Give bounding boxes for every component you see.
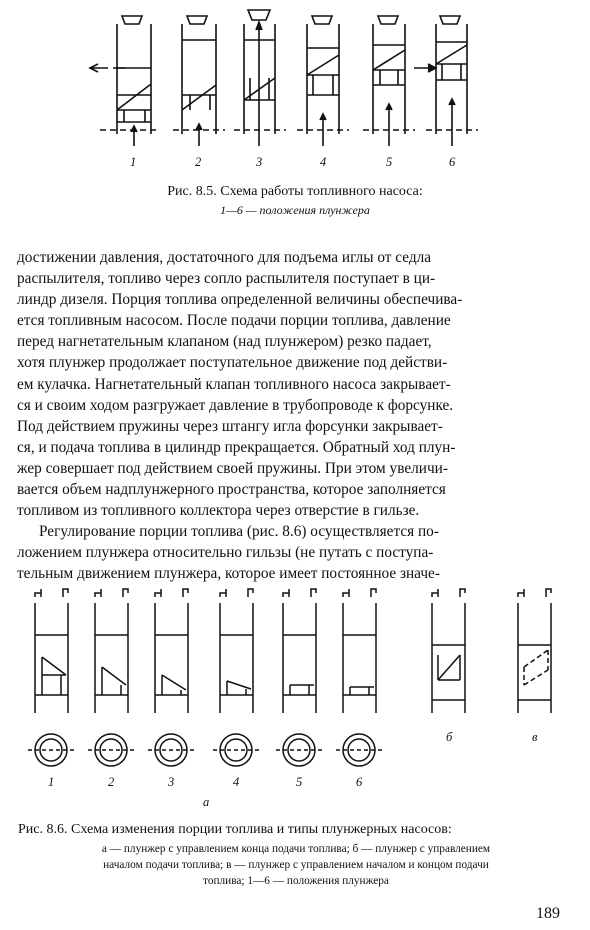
figure1-caption-title: Рис. 8.5. Схема работы топливного насоса: — [167, 184, 423, 199]
figure2-group-a: а — [203, 795, 210, 809]
figure-8-6-diagram — [0, 585, 590, 815]
figure2-caption-line: началом подачи топлива; в — плунжер с управлением началом и концом подачи — [103, 859, 489, 871]
plunger-a-5 — [276, 589, 322, 766]
figure2-group-b: б — [446, 730, 453, 744]
plunger-a-4 — [213, 589, 259, 766]
plunger-a-3 — [148, 589, 194, 766]
figure2-label-1: 1 — [48, 775, 55, 789]
figure1-label-4: 4 — [320, 155, 327, 169]
figure1-label-5: 5 — [386, 155, 393, 169]
plunger-a-2 — [88, 589, 134, 766]
figure2-caption — [18, 822, 574, 889]
figure1-label-3: 3 — [256, 155, 263, 169]
pump-position-3 — [234, 10, 286, 146]
figure2-label-2: 2 — [108, 775, 115, 789]
body-line: ем кулачка. Нагнетательный клапан топливного насоса закрывает- — [17, 375, 451, 393]
plunger-v — [518, 589, 551, 713]
pump-position-5 — [363, 16, 436, 146]
body-line: ся, и подача топлива в цилиндр прекращается. Обратный ход плун- — [17, 438, 456, 456]
figure1-label-2: 2 — [195, 155, 202, 169]
body-line: распылителя, топливо через сопло распылителя поступает в ци- — [17, 270, 436, 288]
figure2-group-v: в — [532, 730, 538, 744]
pump-position-1 — [90, 16, 160, 146]
pump-position-4 — [297, 16, 349, 146]
figure1-caption — [0, 184, 590, 218]
figure1-label-6: 6 — [449, 155, 456, 169]
plunger-a-1 — [28, 589, 74, 766]
body-line: ся и своим ходом разгружает давление в трубопроводе к форсунке. — [17, 396, 454, 414]
figure2-label-5: 5 — [296, 775, 303, 789]
figure1-label-1: 1 — [130, 155, 137, 169]
body-line: линдр дизеля. Порция топлива определенной величины обеспечива- — [17, 291, 463, 309]
figure2-caption-line: топлива; 1—6 — положения плунжера — [203, 875, 389, 887]
body-line: вается объем надплунжерного пространства, которое заполняется — [17, 481, 446, 499]
body-line: жер совершает под действием своей пружины. При этом увеличи- — [17, 459, 448, 477]
pump-position-2 — [173, 16, 225, 146]
pump-position-6 — [426, 16, 478, 146]
body-line: топливом из топливного коллектора через отверстие в гильзе. — [17, 502, 420, 520]
figure2-caption-title: Рис. 8.6. Схема изменения порции топлива и типы плунжерных насосов: — [18, 822, 452, 837]
figure1-caption-sub: 1—6 — положения плунжера — [220, 203, 370, 217]
figure2-label-6: 6 — [356, 775, 363, 789]
body-line: ется топливным насосом. После подачи порции топлива, давление — [17, 312, 451, 330]
figure2-label-4: 4 — [233, 775, 240, 789]
body-line: Регулирование порции топлива (рис. 8.6) осуществляется по- — [39, 523, 439, 541]
plunger-b — [432, 589, 465, 713]
figure2-label-3: 3 — [168, 775, 175, 789]
body-line: перед нагнетательным клапаном (над плунжером) резко падает, — [17, 333, 432, 351]
body-line: достижении давления, достаточного для подъема иглы от седла — [17, 249, 432, 266]
body-line: тельным движением плунжера, которое имеет постоянное значе- — [17, 565, 440, 583]
body-line: Под действием пружины через штангу игла форсунки закрывает- — [17, 417, 443, 435]
plunger-a-6 — [336, 589, 382, 766]
body-text — [17, 247, 575, 585]
body-line: хотя плунжер продолжает поступательное движение под действи- — [17, 354, 448, 372]
body-line: ложением плунжера относительно гильзы (не путать с поступа- — [17, 544, 434, 562]
figure2-caption-line: а — плунжер с управлением конца подачи топлива; б — плунжер с управлением — [101, 843, 491, 855]
figure-8-5-diagram — [0, 0, 590, 160]
page-number: 189 — [536, 905, 560, 922]
